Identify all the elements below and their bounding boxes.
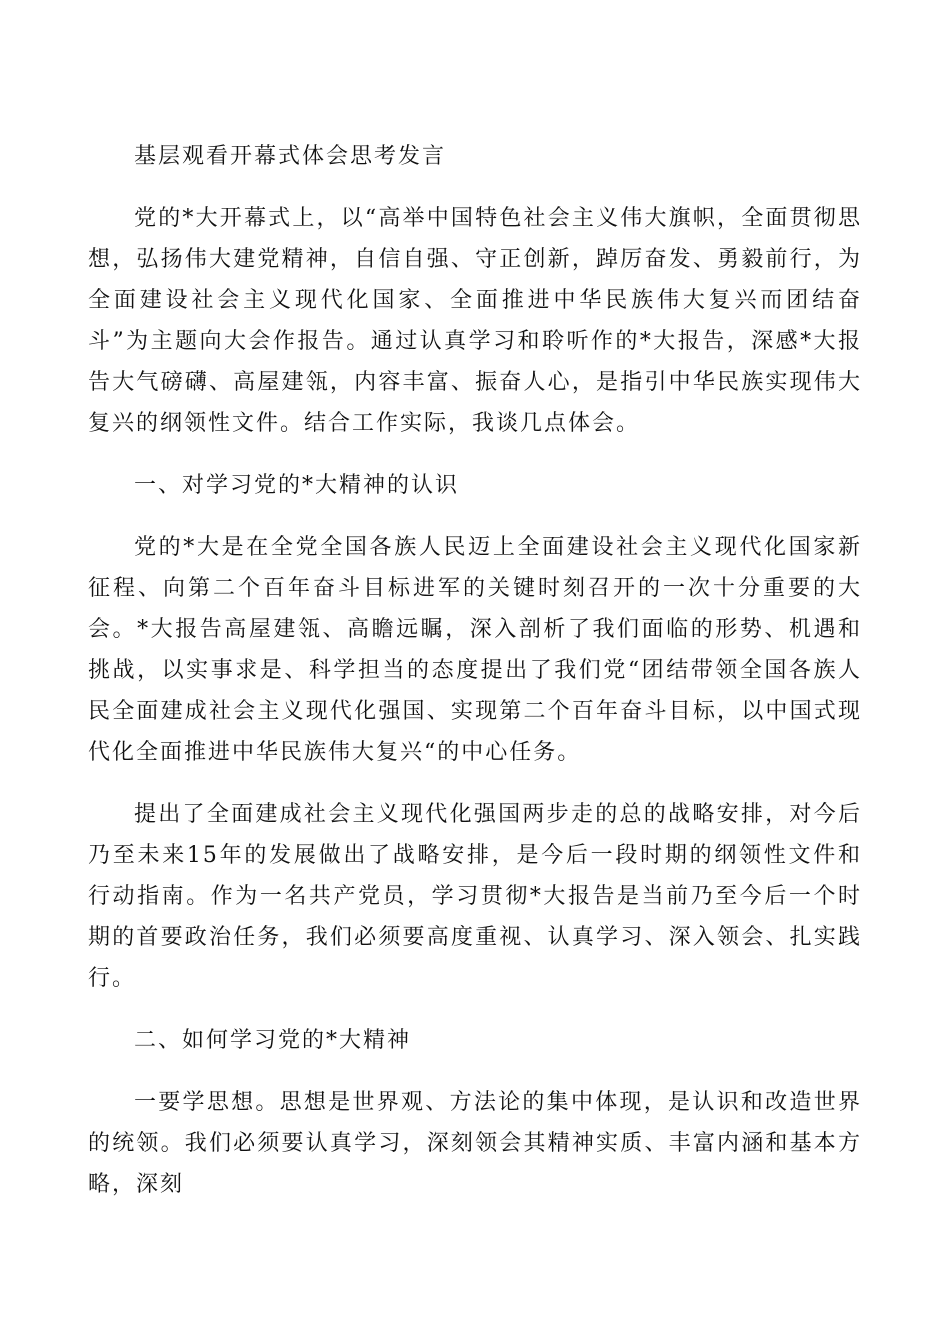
- document-page: [88, 136, 862, 1226]
- document-title: 基层观看开幕式体会思考发言: [134, 144, 447, 169]
- section-1-heading: 一、对学习党的*大精神的认识: [134, 473, 460, 498]
- section-2-paragraph-1: 一要学思想。思想是世界观、方法论的集中体现，是认识和改造世界的统领。我们必须要认真学习，深刻领会其精神实质、丰富内涵和基本方略，深刻: [88, 1090, 862, 1197]
- section-1-paragraph-2: 提出了全面建成社会主义现代化强国两步走的总的战略安排，对今后乃至未来15年的发展做出了战略安排，是今后一段时期的纲领性文件和行动指南。作为一名共产党员，学习贯彻*大报告是当前乃至今后一个时期的首要政治任务，我们必须要高度重视、认真学习、深入领会、扎实践行。: [88, 802, 862, 991]
- section-2-heading: 二、如何学习党的*大精神: [134, 1028, 412, 1053]
- intro-paragraph: 党的*大开幕式上，以“高举中国特色社会主义伟大旗帜，全面贯彻思想，弘扬伟大建党精神，自信自强、守正创新，踔厉奋发、勇毅前行，为全面建设社会主义现代化国家、全面推进中华民族伟大复兴而团结奋斗”为主题向大会作报告。通过认真学习和聆听作的*大报告，深感*大报告大气磅礴、高屋建瓴，内容丰富、振奋人心，是指引中华民族实现伟大复兴的纲领性文件。结合工作实际，我谈几点体会。: [88, 206, 862, 436]
- section-1-paragraph-1: 党的*大是在全党全国各族人民迈上全面建设社会主义现代化国家新征程、向第二个百年奋斗目标进军的关键时刻召开的一次十分重要的大会。*大报告高屋建瓴、高瞻远瞩，深入剖析了我们面临的形势、机遇和挑战，以实事求是、科学担当的态度提出了我们党“团结带领全国各族人民全面建成社会主义现代化强国、实现第二个百年奋斗目标，以中国式现代化全面推进中华民族伟大复兴“的中心任务。: [88, 535, 862, 765]
